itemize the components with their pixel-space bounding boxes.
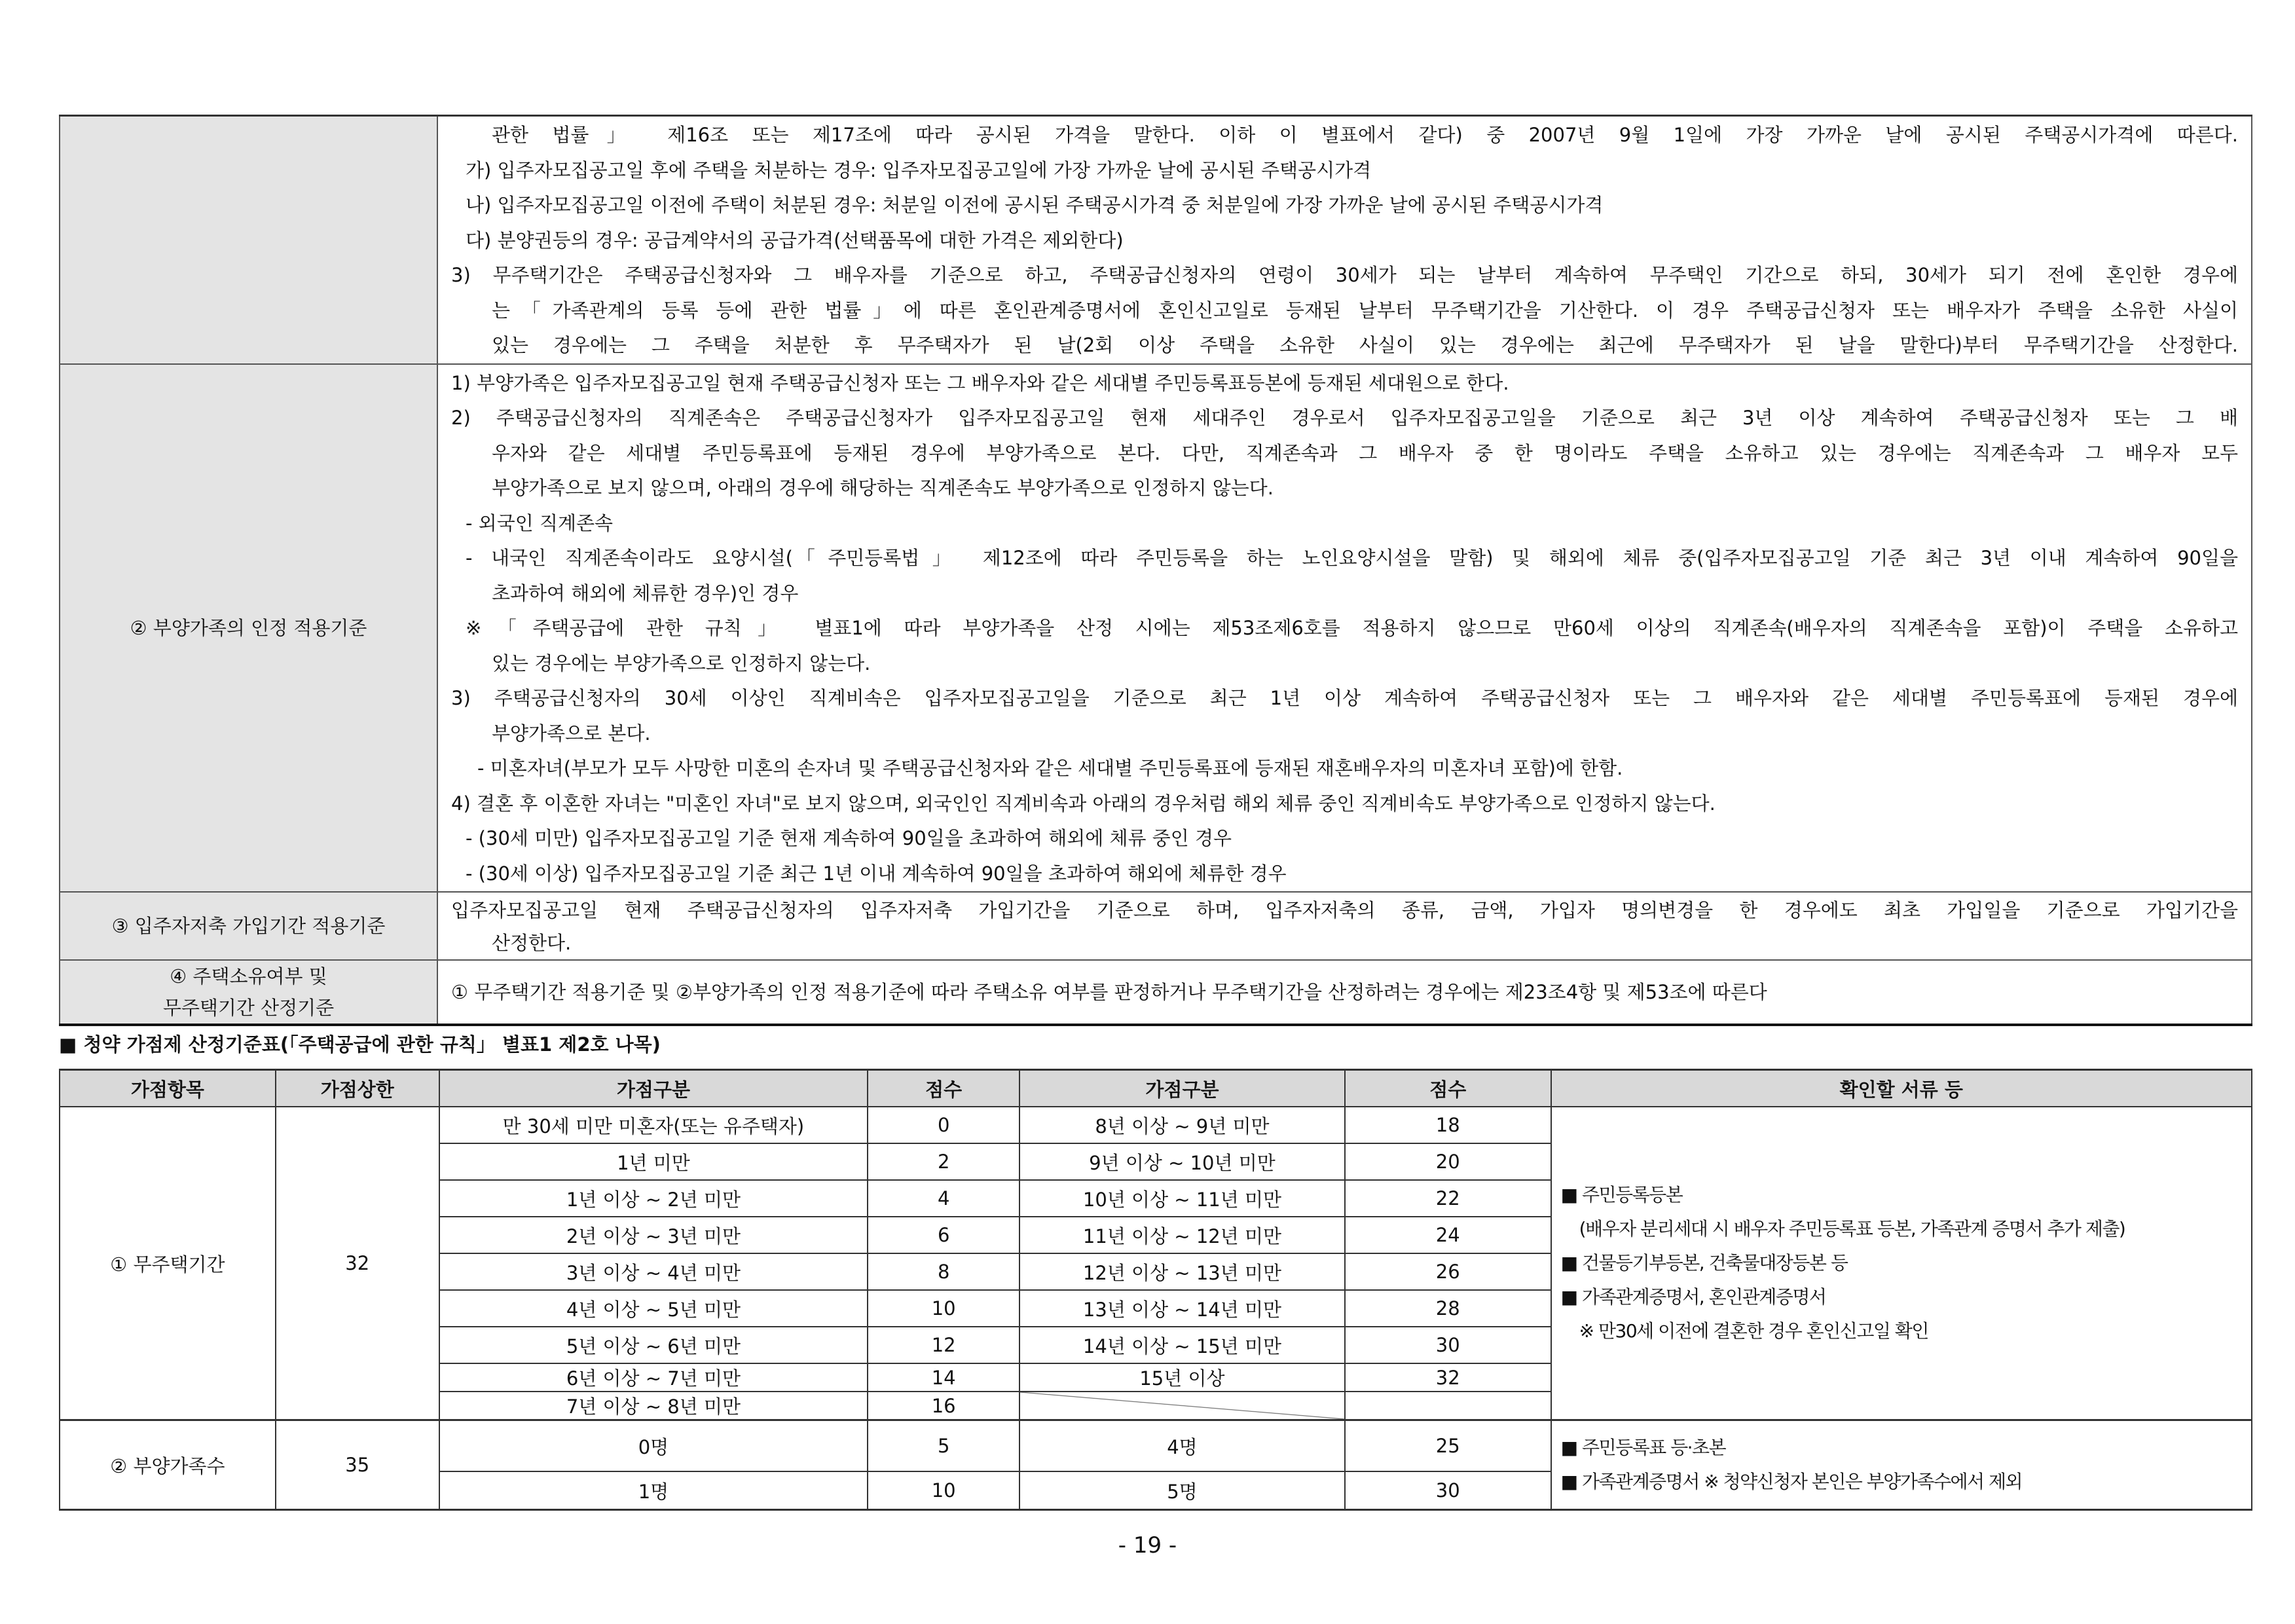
score-range: 4명 (1019, 1420, 1345, 1472)
score-range: 6년 이상 ~ 7년 미만 (439, 1363, 868, 1392)
criteria-label: ② 부양가족의 인정 적용기준 (60, 364, 437, 893)
score-item: ② 부양가족수 (60, 1420, 276, 1510)
score-range: 1년 이상 ~ 2년 미만 (439, 1180, 868, 1217)
doc-line: ■ 건물등기부등본, 건축물대장등본 등 (1560, 1252, 1848, 1274)
criteria-line: 있는 경우에는 부양가족으로 인정하지 않는다. (492, 652, 871, 674)
criteria-line: ① 무주택기간 적용기준 및 ②부양가족의 인정 적용기준에 따라 주택소유 여부를 판정하거나 무주택기간을 산정하려는 경우에는 제23조4항 및 제53조에 따른다 (451, 981, 1767, 1004)
criteria-line: 산정한다. (492, 932, 572, 954)
score-points: 32 (1345, 1363, 1551, 1392)
score-points (1345, 1392, 1551, 1420)
criteria-line: 1) 부양가족은 입주자모집공고일 현재 주택공급신청자 또는 그 배우자와 같은 세대별 주민등록표등본에 등재된 세대원으로 한다. (451, 371, 1509, 394)
criteria-line: 3) 주택공급신청자의 30세 이상인 직계비속은 입주자모집공고일을 기준으로 최근 1년 이상 계속하여 주택공급신청자 또는 그 배우자와 같은 세대별 주민등록표에 등재된 경우에 (451, 687, 2238, 709)
score-table (59, 1069, 2252, 1511)
criteria-label-line: 무주택기간 산정기준 (162, 997, 335, 1019)
criteria-line: 부양가족으로 보지 않으며, 아래의 경우에 해당하는 직계존속도 부양가족으로 인정하지 않는다. (492, 477, 1274, 499)
doc-line: ■ 가족관계증명서 ※ 청약신청자 본인은 부양가족수에서 제외 (1560, 1471, 2023, 1492)
score-empty-diagonal (1019, 1392, 1345, 1420)
criteria-line: 관한 법률」 제16조 또는 제17조에 따라 공시된 가격을 말한다. 이하 이 별표에서 같다) 중 2007년 9월 1일에 가장 가까운 날에 공시된 주택공시가격에 따른다. (492, 124, 2238, 146)
criteria-line: - 미혼자녀(부모가 모두 사망한 미혼의 손자녀 및 주택공급신청자와 같은 세대별 주민등록표에 등재된 재혼배우자의 미혼자녀 포함)에 한함. (477, 757, 1623, 779)
criteria-table (59, 115, 2252, 1026)
score-docs (1551, 1107, 2252, 1420)
criteria-line: - 외국인 직계존속 (466, 511, 613, 534)
criteria-line: 3) 무주택기간은 주택공급신청자와 그 배우자를 기준으로 하고, 주택공급신청자의 연령이 30세가 되는 날부터 계속하여 무주택인 기간으로 하되, 30세가 되기 전에 혼인한 경우에 (451, 264, 2238, 286)
score-points: 22 (1345, 1180, 1551, 1217)
score-range: 13년 이상 ~ 14년 미만 (1019, 1290, 1345, 1327)
score-points: 4 (868, 1180, 1019, 1217)
criteria-line: - (30세 미만) 입주자모집공고일 기준 현재 계속하여 90일을 초과하여 해외에 체류 중인 경우 (466, 827, 1232, 849)
score-header-row (60, 1070, 2252, 1107)
score-header: 가점항목 (60, 1070, 276, 1107)
score-points: 0 (868, 1107, 1019, 1143)
criteria-label-line: ④ 주택소유여부 및 (170, 965, 327, 987)
criteria-row-ownership (60, 960, 2252, 1025)
criteria-line: 4) 결혼 후 이혼한 자녀는 "미혼인 자녀"로 보지 않으며, 외국인인 직계비속과 아래의 경우처럼 해외 체류 중인 직계비속도 부양가족으로 인정하지 않는다. (451, 792, 1716, 815)
score-docs (1551, 1420, 2252, 1510)
criteria-row-savings (60, 892, 2252, 960)
doc-line: ■ 주민등록등본 (1560, 1184, 1683, 1206)
score-points: 26 (1345, 1253, 1551, 1290)
score-points: 16 (868, 1392, 1019, 1420)
criteria-body (437, 364, 2252, 893)
doc-line: ■ 주민등록표 등·초본 (1560, 1437, 1726, 1458)
criteria-line: 초과하여 해외에 체류한 경우)인 경우 (492, 581, 799, 604)
score-range: 9년 이상 ~ 10년 미만 (1019, 1143, 1345, 1180)
criteria-row-dependents (60, 364, 2252, 893)
score-points: 20 (1345, 1143, 1551, 1180)
score-points: 8 (868, 1253, 1019, 1290)
criteria-line: 우자와 같은 세대별 주민등록표에 등재된 경우에 부양가족으로 본다. 다만, 직계존속과 그 배우자 중 한 명이라도 주택을 소유하고 있는 경우에는 직계존속과 그 배우자 모두 (492, 441, 2238, 464)
score-points: 5 (868, 1420, 1019, 1472)
score-points: 30 (1345, 1471, 1551, 1510)
score-range: 4년 이상 ~ 5년 미만 (439, 1290, 868, 1327)
criteria-line: 부양가족으로 본다. (492, 722, 651, 745)
criteria-label-empty (60, 116, 437, 364)
criteria-line: ※「주택공급에 관한 규칙」 별표1에 따라 부양가족을 산정 시에는 제53조제6호를 적용하지 않으므로 만60세 이상의 직계존속(배우자의 직계존속을 포함)이 주택을 소유하고 (466, 617, 2238, 639)
score-item: ① 무주택기간 (60, 1107, 276, 1420)
score-range: 5년 이상 ~ 6년 미만 (439, 1327, 868, 1363)
score-range: 0명 (439, 1420, 868, 1472)
doc-line: ※ 만30세 이전에 결혼한 경우 혼인신고일 확인 (1579, 1320, 1928, 1342)
score-range: 12년 이상 ~ 13년 미만 (1019, 1253, 1345, 1290)
criteria-line: 는「가족관계의 등록 등에 관한 법률」에 따른 혼인관계증명서에 혼인신고일로 등재된 날부터 무주택기간을 기산한다. 이 경우 주택공급신청자 또는 배우자가 주택을 소유한 사실이 (492, 299, 2238, 322)
score-range: 1년 미만 (439, 1143, 868, 1180)
criteria-body (437, 960, 2252, 1025)
score-range: 3년 이상 ~ 4년 미만 (439, 1253, 868, 1290)
score-range: 7년 이상 ~ 8년 미만 (439, 1392, 868, 1420)
criteria-label (60, 960, 437, 1025)
criteria-line: 가) 입주자모집공고일 후에 주택을 처분하는 경우: 입주자모집공고일에 가장 가까운 날에 공시된 주택공시가격 (466, 158, 1372, 181)
score-range: 14년 이상 ~ 15년 미만 (1019, 1327, 1345, 1363)
score-range: 15년 이상 (1019, 1363, 1345, 1392)
score-header: 점수 (868, 1070, 1019, 1107)
score-range: 8년 이상 ~ 9년 미만 (1019, 1107, 1345, 1143)
table-row (60, 1107, 2252, 1143)
criteria-line: 있는 경우에는 그 주택을 처분한 후 무주택자가 된 날(2회 이상 주택을 소유한 사실이 있는 경우에는 최근에 무주택자가 된 날을 말한다)부터 무주택기간을 산정한다. (492, 334, 2238, 356)
score-header: 확인할 서류 등 (1551, 1070, 2252, 1107)
score-points: 25 (1345, 1420, 1551, 1472)
score-points: 12 (868, 1327, 1019, 1363)
criteria-line: - 내국인 직계존속이라도 요양시설(「주민등록법」 제12조에 따라 주민등록을 하는 노인요양시설을 말함) 및 해외에 체류 중(입주자모집공고일 기준 최근 3년 이내 계속하여 90일을 (466, 547, 2238, 569)
section-title: ■ 청약 가점제 산정기준표(「주택공급에 관한 규칙」 별표1 제2호 나목) (59, 1033, 661, 1056)
criteria-row-homeless-continued (60, 116, 2252, 364)
score-points: 14 (868, 1363, 1019, 1392)
page-number: - 19 - (1118, 1532, 1177, 1559)
criteria-line: - (30세 이상) 입주자모집공고일 기준 최근 1년 이내 계속하여 90일을 초과하여 해외에 체류한 경우 (466, 862, 1287, 885)
score-points: 6 (868, 1217, 1019, 1253)
criteria-label: ③ 입주자저축 가입기간 적용기준 (60, 892, 437, 960)
score-header: 가점상한 (276, 1070, 439, 1107)
score-max: 35 (276, 1420, 439, 1510)
score-range: 11년 이상 ~ 12년 미만 (1019, 1217, 1345, 1253)
doc-line: (배우자 분리세대 시 배우자 주민등록표 등본, 가족관계 증명서 추가 제출) (1579, 1218, 2125, 1240)
score-range: 2년 이상 ~ 3년 미만 (439, 1217, 868, 1253)
table-row (60, 1420, 2252, 1472)
document-page (59, 115, 2252, 1511)
score-points: 24 (1345, 1217, 1551, 1253)
doc-line: ■ 가족관계증명서, 혼인관계증명서 (1560, 1286, 1826, 1308)
criteria-body (437, 116, 2252, 364)
criteria-line: 다) 분양권등의 경우: 공급계약서의 공급가격(선택품목에 대한 가격은 제외한다) (466, 229, 1124, 251)
score-points: 30 (1345, 1327, 1551, 1363)
score-points: 10 (868, 1471, 1019, 1510)
score-points: 28 (1345, 1290, 1551, 1327)
score-range: 10년 이상 ~ 11년 미만 (1019, 1180, 1345, 1217)
score-range: 1명 (439, 1471, 868, 1510)
score-max: 32 (276, 1107, 439, 1420)
score-header: 가점구분 (1019, 1070, 1345, 1107)
criteria-line: 나) 입주자모집공고일 이전에 주택이 처분된 경우: 처분일 이전에 공시된 주택공시가격 중 처분일에 가장 가까운 날에 공시된 주택공시가격 (466, 194, 1604, 216)
score-header: 점수 (1345, 1070, 1551, 1107)
criteria-line: 입주자모집공고일 현재 주택공급신청자의 입주자저축 가입기간을 기준으로 하며, 입주자저축의 종류, 금액, 가입자 명의변경을 한 경우에도 최초 가입일을 기준으로 가입기간을 (451, 899, 2238, 921)
score-range: 5명 (1019, 1471, 1345, 1510)
criteria-line: 2) 주택공급신청자의 직계존속은 주택공급신청자가 입주자모집공고일 현재 세대주인 경우로서 입주자모집공고일을 기준으로 최근 3년 이상 계속하여 주택공급신청자 또는 그 배 (451, 407, 2238, 429)
score-header: 가점구분 (439, 1070, 868, 1107)
score-points: 2 (868, 1143, 1019, 1180)
score-points: 10 (868, 1290, 1019, 1327)
criteria-body (437, 892, 2252, 960)
score-points: 18 (1345, 1107, 1551, 1143)
score-range: 만 30세 미만 미혼자(또는 유주택자) (439, 1107, 868, 1143)
